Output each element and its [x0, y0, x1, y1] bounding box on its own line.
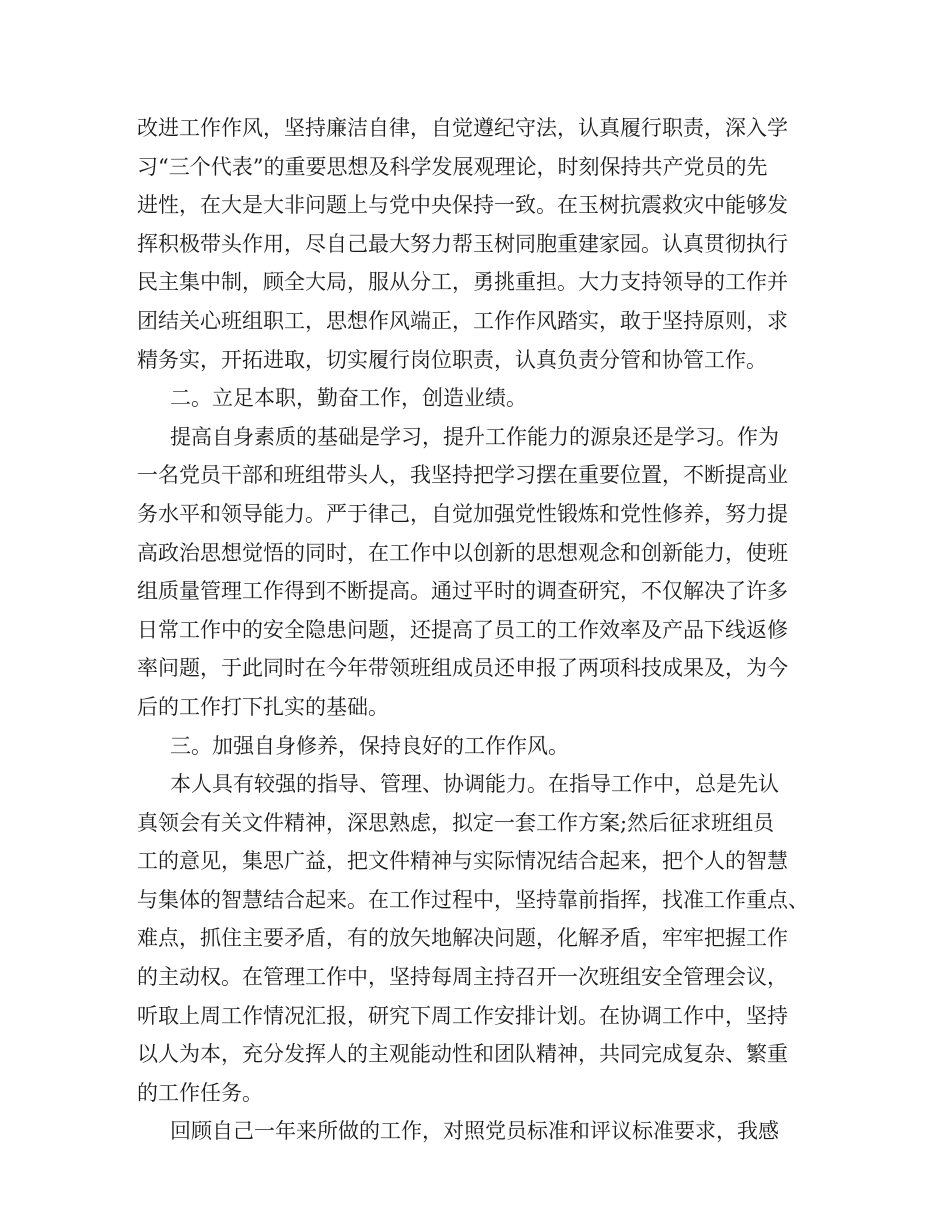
text-line: 后的工作打下扎实的基础。 [137, 694, 389, 719]
text-line: 听取上周工作情况汇报，研究下周工作安排计划。在协调工作中，坚持 [137, 1003, 788, 1028]
text-line: 团结关心班组职工，思想作风端正，工作作风踏实，敢于坚持原则，求 [137, 308, 788, 333]
text-line: 以人为本，充分发挥人的主观能动性和团队精神，共同完成复杂、繁重 [137, 1042, 788, 1067]
text-line: 精务实，开拓进取，切实履行岗位职责，认真负责分管和协管工作。 [137, 347, 767, 372]
text-line: 二。立足本职，勤奋工作，创造业绩。 [170, 386, 527, 411]
text-line: 提高自身素质的基础是学习，提升工作能力的源泉还是学习。作为 [170, 424, 779, 449]
text-line: 务水平和领导能力。严于律己，自觉加强党性锻炼和党性修养，努力提 [137, 501, 788, 526]
text-line: 一名党员干部和班组带头人，我坚持把学习摆在重要位置，不断提高业 [137, 463, 788, 488]
text-line: 本人具有较强的指导、管理、协调能力。在指导工作中，总是先认 [170, 772, 779, 797]
text-line: 民主集中制，顾全大局，服从分工，勇挑重担。大力支持领导的工作并 [137, 270, 788, 295]
text-line: 三。加强自身修养，保持良好的工作作风。 [170, 733, 569, 758]
text-line: 难点，抓住主要矛盾，有的放矢地解决问题，化解矛盾，牢牢把握工作 [137, 926, 788, 951]
text-line: 真领会有关文件精神，深思熟虑，拟定一套工作方案;然后征求班组员 [137, 810, 775, 835]
text-line: 进性，在大是大非问题上与党中央保持一致。在玉树抗震救灾中能够发 [137, 193, 788, 218]
text-line: 高政治思想觉悟的同时，在工作中以创新的思想观念和创新能力，使班 [137, 540, 788, 565]
text-line: 回顾自己一年来所做的工作，对照党员标准和评议标准要求，我感 [170, 1119, 779, 1144]
text-line: 挥积极带头作用，尽自己最大努力帮玉树同胞重建家园。认真贯彻执行 [137, 231, 788, 256]
text-line: 改进工作作风，坚持廉洁自律，自觉遵纪守法，认真履行职责，深入学 [137, 116, 788, 140]
text-line: 的主动权。在管理工作中，坚持每周主持召开一次班组安全管理会议， [137, 965, 788, 990]
text-line: 与集体的智慧结合起来。在工作过程中，坚持靠前指挥，找准工作重点、 [137, 887, 809, 912]
text-line: 工的意见，集思广益，把文件精神与实际情况结合起来，把个人的智慧 [137, 849, 788, 874]
text-line: 组质量管理工作得到不断提高。通过平时的调查研究，不仅解决了许多 [137, 579, 788, 604]
document-body [137, 109, 817, 1151]
text-line: 习“三个代表”的重要思想及科学发展观理论，时刻保持共产党员的先 [137, 154, 768, 179]
text-line: 日常工作中的安全隐患问题，还提高了员工的工作效率及产品下线返修 [137, 617, 788, 642]
text-line: 率问题，于此同时在今年带领班组成员还申报了两项科技成果及，为今 [137, 656, 788, 681]
text-line: 的工作任务。 [137, 1080, 263, 1105]
